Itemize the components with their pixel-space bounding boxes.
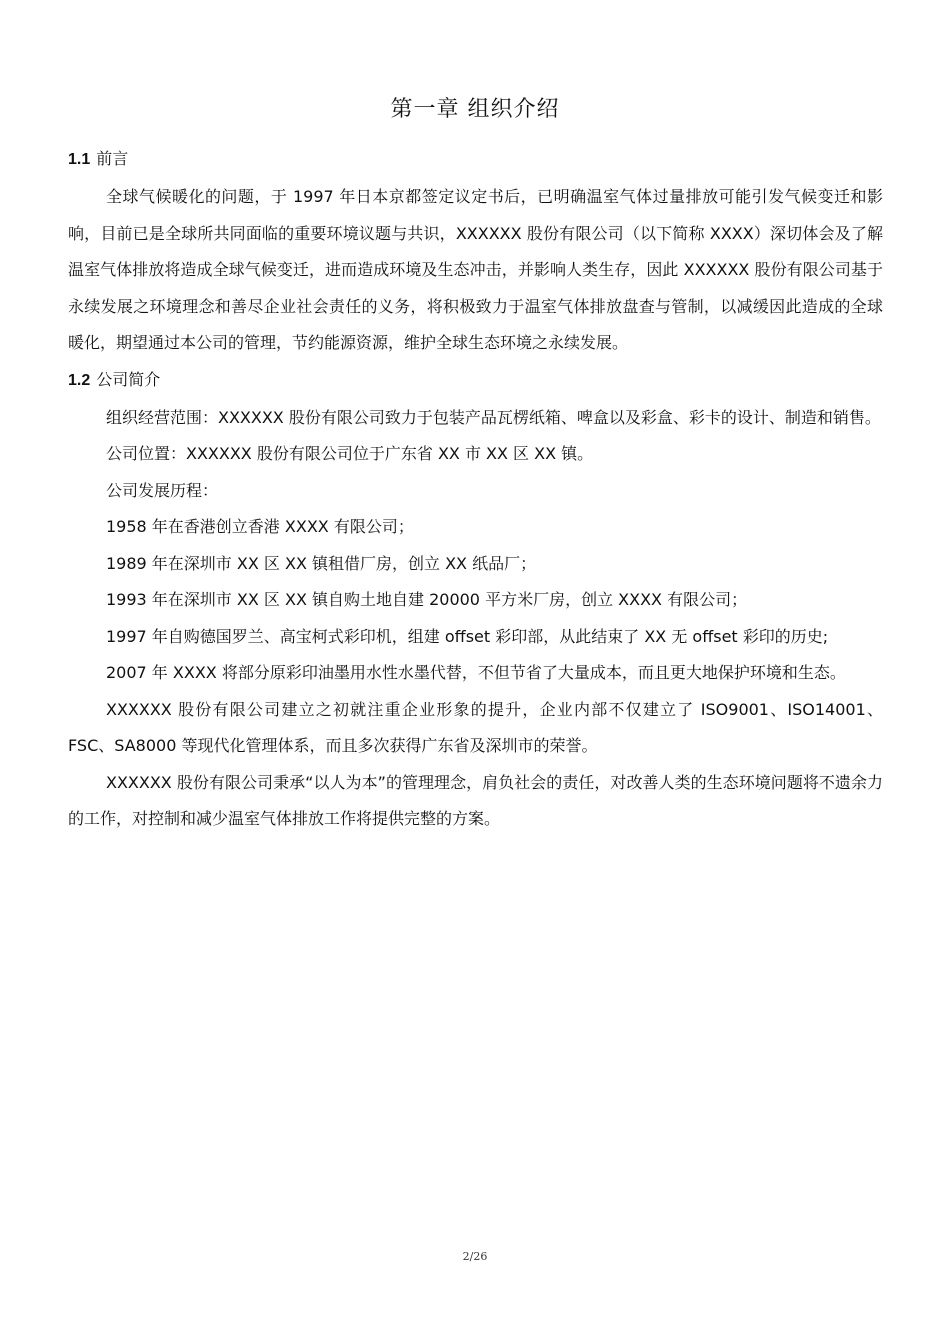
history-item: 1993 年在深圳市 XX 区 XX 镇自购土地自建 20000 平方米厂房，创立 XXXX 有限公司； xyxy=(106,590,748,609)
history-item: 1958 年在香港创立香港 XXXX 有限公司； xyxy=(106,517,414,536)
paragraph: 组织经营范围：XXXXXX 股份有限公司致力于包装产品瓦楞纸箱、啤盒以及彩盒、彩卡的设计、制造和销售。 xyxy=(106,407,881,427)
paragraph: 公司发展历程： xyxy=(106,480,219,500)
section-heading-preface xyxy=(68,145,883,174)
section-number: 1.2 xyxy=(68,371,91,389)
paragraph: 公司位置：XXXXXX 股份有限公司位于广东省 XX 市 XX 区 XX 镇。 xyxy=(106,444,594,463)
section-title: 前言 xyxy=(96,149,129,168)
document-body xyxy=(68,145,883,838)
history-item: 2007 年 XXXX 将部分原彩印油墨用水性水墨代替，不但节省了大量成本，而且更大地保护环境和生态。 xyxy=(106,663,846,682)
paragraph: 全球气候暖化的问题，于 1997 年日本京都签定议定书后，已明确温室气体过量排放可能引发气候变迁和影响，目前已是全球所共同面临的重要环境议题与共识，XXXXXX 股份有限公司（以下简称 XXXX）深切体会及了解温室气体排放将造成全球气候变迁，进而造成环境及生态冲击，并影响人类生存，因此 XXXXXX 股份有限公司基于永续发展之环境理念和善尽企业社会责任的义务，将积极致力于温室气体排放盘查与管制，以减缓因此造成的全球暖化，期望通过本公司的管理，节约能源资源，维护全球生态环境之永续发展。 xyxy=(68,187,883,352)
chapter-title: 第一章 组织介绍 xyxy=(390,97,560,122)
section-heading-company-profile xyxy=(68,366,883,395)
section-title: 公司简介 xyxy=(96,369,161,389)
section-number: 1.1 xyxy=(68,151,91,168)
paragraph: XXXXXX 股份有限公司秉承“以人为本”的管理理念，肩负社会的责任，对改善人类的生态环境问题将不遗余力的工作，对控制和减少温室气体排放工作将提供完整的方案。 xyxy=(68,772,883,828)
page-number: 2/26 xyxy=(462,1250,488,1263)
history-item: 1997 年自购德国罗兰、高宝柯式彩印机，组建 offset 彩印部，从此结束了 XX 无 offset 彩印的历史; xyxy=(106,626,829,646)
paragraph: XXXXXX 股份有限公司建立之初就注重企业形象的提升，企业内部不仅建立了 ISO9001、ISO14001、FSC、SA8000 等现代化管理体系，而且多次获得广东省及深圳市的荣誉。 xyxy=(68,699,883,755)
history-item: 1989 年在深圳市 XX 区 XX 镇租借厂房，创立 XX 纸品厂； xyxy=(106,553,537,573)
